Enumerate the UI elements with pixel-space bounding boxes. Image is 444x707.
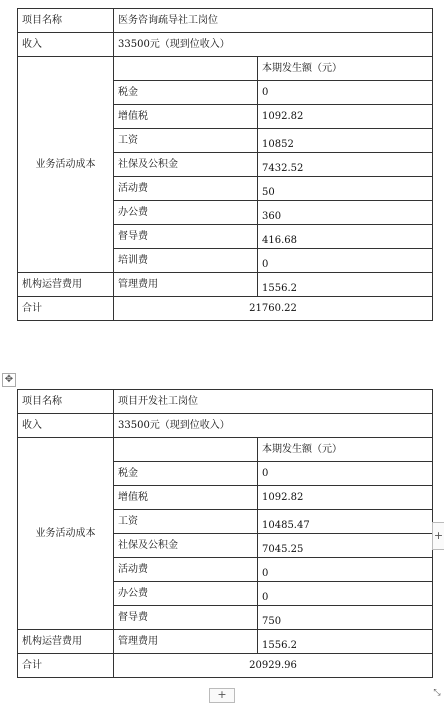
item-label-cell[interactable]: 办公费 <box>114 582 258 606</box>
name-label-cell[interactable]: 项目名称 <box>18 390 114 414</box>
income-value-cell[interactable]: 33500元（现到位收入） <box>114 33 433 57</box>
blank-header-cell[interactable] <box>114 438 258 462</box>
item-value-cell[interactable]: 7045.25 <box>258 534 433 558</box>
mgmt-value-cell[interactable]: 1556.2 <box>258 630 433 654</box>
item-value-cell[interactable]: 416.68 <box>258 225 433 249</box>
cost-table-1 <box>17 8 433 321</box>
cost-table-2 <box>17 389 433 678</box>
total-label-cell[interactable]: 合计 <box>18 654 114 678</box>
table-row <box>18 57 433 81</box>
amount-header-cell[interactable]: 本期发生额（元） <box>258 438 433 462</box>
table-row <box>18 390 433 414</box>
item-label-cell[interactable]: 社保及公积金 <box>114 153 258 177</box>
name-label-cell[interactable]: 项目名称 <box>18 9 114 33</box>
table-row <box>18 273 433 297</box>
mgmt-label-cell[interactable]: 管理费用 <box>114 273 258 297</box>
item-value-cell[interactable]: 1092.82 <box>258 105 433 129</box>
item-label-cell[interactable]: 活动费 <box>114 177 258 201</box>
income-label-cell[interactable]: 收入 <box>18 414 114 438</box>
mgmt-value-cell[interactable]: 1556.2 <box>258 273 433 297</box>
table-row <box>18 414 433 438</box>
table-row <box>18 438 433 462</box>
item-label-cell[interactable]: 税金 <box>114 81 258 105</box>
add-column-icon[interactable]: + <box>432 522 444 550</box>
item-label-cell[interactable]: 督导费 <box>114 225 258 249</box>
item-label-cell[interactable]: 培训费 <box>114 249 258 273</box>
item-value-cell[interactable]: 50 <box>258 177 433 201</box>
table-row <box>18 33 433 57</box>
add-row-icon[interactable]: + <box>209 688 235 703</box>
blank-header-cell[interactable] <box>114 57 258 81</box>
item-value-cell[interactable]: 10852 <box>258 129 433 153</box>
resize-handle-icon[interactable]: ⤡ <box>433 688 441 698</box>
ops-label-cell[interactable]: 机构运营费用 <box>18 630 114 654</box>
item-value-cell[interactable]: 0 <box>258 582 433 606</box>
item-value-cell[interactable]: 0 <box>258 558 433 582</box>
item-label-cell[interactable]: 活动费 <box>114 558 258 582</box>
project-name-cell[interactable]: 医务咨询疏导社工岗位 <box>114 9 433 33</box>
item-label-cell[interactable]: 增值税 <box>114 105 258 129</box>
item-value-cell[interactable]: 0 <box>258 81 433 105</box>
income-label-cell[interactable]: 收入 <box>18 33 114 57</box>
item-label-cell[interactable]: 工资 <box>114 129 258 153</box>
total-value-cell[interactable]: 20929.96 <box>114 654 433 678</box>
move-arrows-icon[interactable]: ✥ <box>2 373 16 387</box>
table-row <box>18 654 433 678</box>
table-row <box>18 297 433 321</box>
mgmt-label-cell[interactable]: 管理费用 <box>114 630 258 654</box>
ops-label-cell[interactable]: 机构运营费用 <box>18 273 114 297</box>
table-row <box>18 9 433 33</box>
item-label-cell[interactable]: 增值税 <box>114 486 258 510</box>
table-row <box>18 630 433 654</box>
activity-cost-label-cell[interactable]: 业务活动成本 <box>18 438 114 630</box>
item-label-cell[interactable]: 税金 <box>114 462 258 486</box>
item-value-cell[interactable]: 10485.47 <box>258 510 433 534</box>
income-value-cell[interactable]: 33500元（现到位收入） <box>114 414 433 438</box>
item-value-cell[interactable]: 0 <box>258 462 433 486</box>
item-value-cell[interactable]: 7432.52 <box>258 153 433 177</box>
item-label-cell[interactable]: 社保及公积金 <box>114 534 258 558</box>
item-label-cell[interactable]: 督导费 <box>114 606 258 630</box>
item-value-cell[interactable]: 360 <box>258 201 433 225</box>
total-label-cell[interactable]: 合计 <box>18 297 114 321</box>
project-name-cell[interactable]: 项目开发社工岗位 <box>114 390 433 414</box>
item-label-cell[interactable]: 工资 <box>114 510 258 534</box>
item-value-cell[interactable]: 0 <box>258 249 433 273</box>
activity-cost-label-cell[interactable]: 业务活动成本 <box>18 57 114 273</box>
item-value-cell[interactable]: 750 <box>258 606 433 630</box>
item-value-cell[interactable]: 1092.82 <box>258 486 433 510</box>
amount-header-cell[interactable]: 本期发生额（元） <box>258 57 433 81</box>
item-label-cell[interactable]: 办公费 <box>114 201 258 225</box>
total-value-cell[interactable]: 21760.22 <box>114 297 433 321</box>
